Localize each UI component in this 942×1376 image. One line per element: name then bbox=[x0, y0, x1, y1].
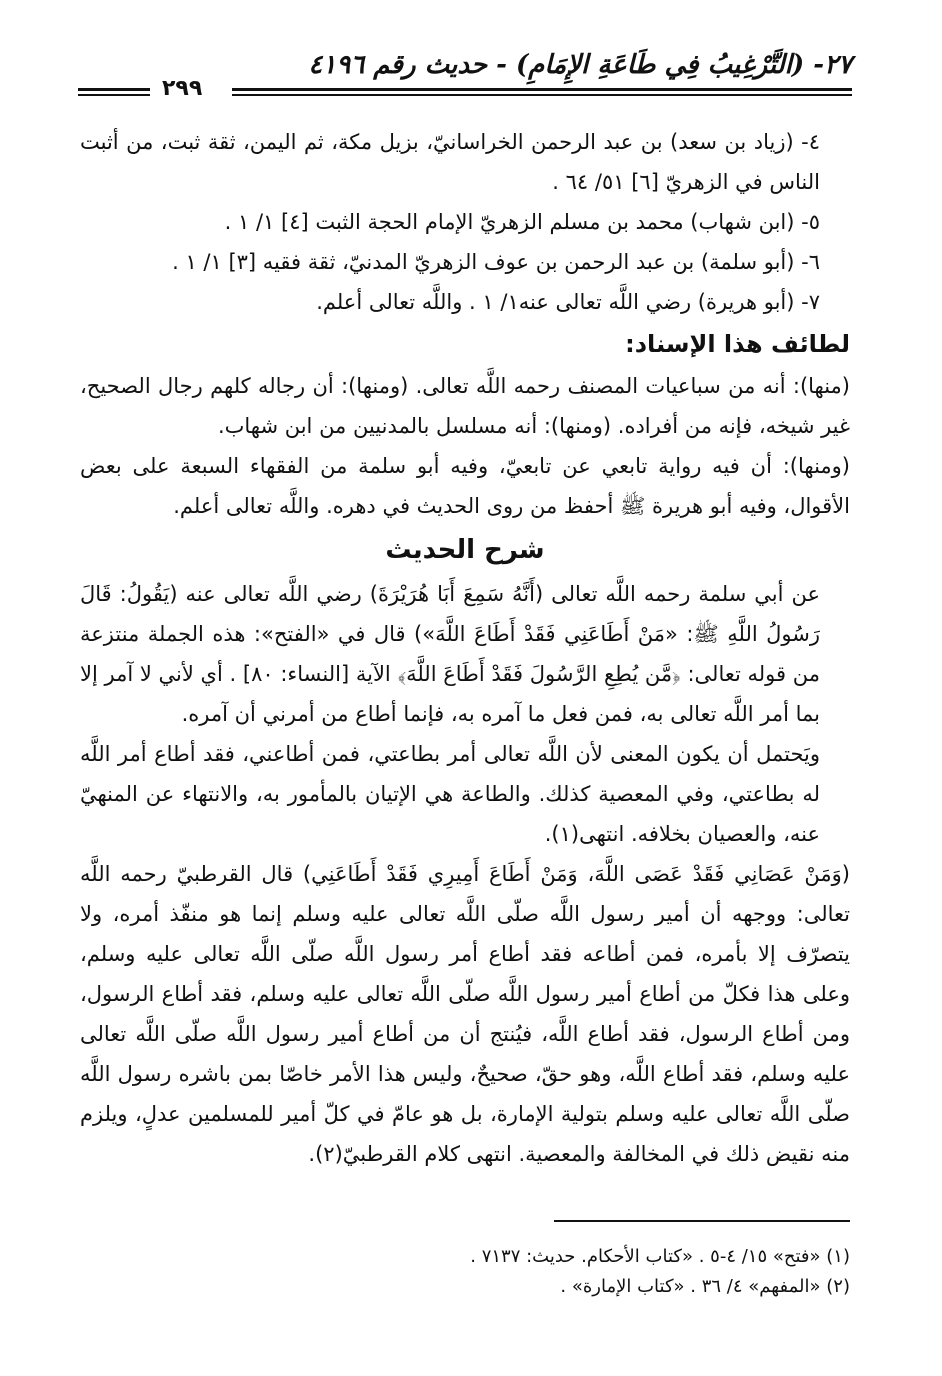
footnote-divider bbox=[554, 1220, 850, 1222]
sharh-paragraph: (وَمَنْ عَصَانِي فَقَدْ عَصَى اللَّهَ، وَمَنْ أَطَاعَ أَمِيرِي فَقَدْ أَطَاعَنِي) قال القرطبيّ رحمه اللَّه تعالى: ووجهه أن أمير رسول اللَّه صلّى اللَّه تعالى عليه وسلم إنما هو منفّذ أمره، ولا يتصرّف إلا بأمره، فمن أطاعه فقد أطاع أمر رسول اللَّه صلّى اللَّه تعالى عليه وسلم، وعلى هذا فكلّ من أطاع أمير رسول اللَّه صلّى اللَّه تعالى عليه وسلم، فقد أطاع الرسول، ومن أطاع الرسول، فقد أطاع اللَّه، فيُنتج أن من أطاع أمير رسول اللَّه صلّى اللَّه تعالى عليه وسلم، فقد أطاع اللَّه، وهو حقّ، صحيحٌ، وليس هذا الأمر خاصّا بمن باشره رسول اللَّه صلّى اللَّه تعالى عليه وسلم بتولية الإمارة، بل هو عامّ في كلّ أمير للمسلمين عدلٍ، ويلزم منه نقيض ذلك في المخالفة والمعصية. انتهى كلام القرطبيّ(٢). bbox=[80, 862, 850, 1166]
sharh-paragraph: ويَحتمل أن يكون المعنى لأن اللَّه تعالى أمر بطاعتي، فمن أطاعني، فقد أطاع أمر اللَّه له بطاعتي، وفي المعصية كذلك. والطاعة هي الإتيان بالمأمور به، والانتهاء عن المنهيّ عنه، والعصيان بخلافه. انتهى(١). bbox=[80, 742, 820, 846]
main-text bbox=[80, 122, 850, 1174]
sharh-paragraph: عن أبي سلمة رحمه اللَّه تعالى (أَنَّهُ سَمِعَ أَبَا هُرَيْرَةَ) رضي اللَّه تعالى عنه (يَقُولُ: قَالَ رَسُولُ اللَّهِ ﷺ: «مَنْ أَطَاعَنِي فَقَدْ أَطَاعَ اللَّهَ») قال في «الفتح»: هذه الجملة منتزعة من قوله تعالى: ﴿مَّن يُطِعِ الرَّسُولَ فَقَدْ أَطَاعَ اللَّهَ﴾ الآية [النساء: ٨٠] . أي لأني لا آمر إلا بما أمر اللَّه تعالى به، فمن فعل ما آمره به، فإنما أطاع من أمرني أن آمره. bbox=[80, 582, 820, 726]
lataif-heading: لطائف هذا الإسناد: bbox=[625, 330, 850, 358]
page-header bbox=[78, 48, 852, 108]
page-number: ٢٩٩ bbox=[162, 76, 203, 101]
narrator-entry: ٧- (أبو هريرة) رضي اللَّه تعالى عنه١/ ١ . واللَّه تعالى أعلم. bbox=[316, 290, 820, 314]
header-rule-left bbox=[78, 88, 150, 96]
lataif-paragraph: (منها): أنه من سباعيات المصنف رحمه اللَّه تعالى. (ومنها): أن رجاله كلهم رجال الصحيح، غير شيخه، فإنه من أفراده. (ومنها): أنه مسلسل بالمدنيين من ابن شهاب. bbox=[80, 374, 850, 438]
sharh-heading: شرح الحديث bbox=[385, 535, 545, 565]
footnote: (١) «فتح» ١٥/ ٤-٥ . «كتاب الأحكام. حديث: ٧١٣٧ . bbox=[470, 1246, 850, 1267]
narrator-entry: ٥- (ابن شهاب) محمد بن مسلم الزهريّ الإمام الحجة الثبت [٤] ١/ ١ . bbox=[224, 210, 820, 234]
header-rule bbox=[232, 88, 852, 96]
narrator-entry: ٦- (أبو سلمة) بن عبد الرحمن بن عوف الزهريّ المدنيّ، ثقة فقيه [٣] ١/ ١ . bbox=[172, 250, 820, 274]
footnotes bbox=[80, 1242, 850, 1302]
lataif-paragraph: (ومنها): أن فيه رواية تابعي عن تابعيّ، وفيه أبو سلمة من الفقهاء السبعة على بعض الأقوال، وفيه أبو هريرة ﷺ أحفظ من روى الحديث في دهره. واللَّه تعالى أعلم. bbox=[80, 454, 850, 518]
running-title: ٢٧- (التَّرْغِيبُ فِي طَاعَةِ الإِمَامِ) - حديث رقم ٤١٩٦ bbox=[308, 50, 852, 80]
footnote: (٢) «المفهم» ٤/ ٣٦ . «كتاب الإمارة» . bbox=[560, 1276, 850, 1297]
narrator-entry: ٤- (زياد بن سعد) بن عبد الرحمن الخراسانيّ، بزيل مكة، ثم اليمن، ثقة ثبت، من أثبت الناس في الزهريّ [٦] ٥١/ ٦٤ . bbox=[80, 130, 820, 194]
